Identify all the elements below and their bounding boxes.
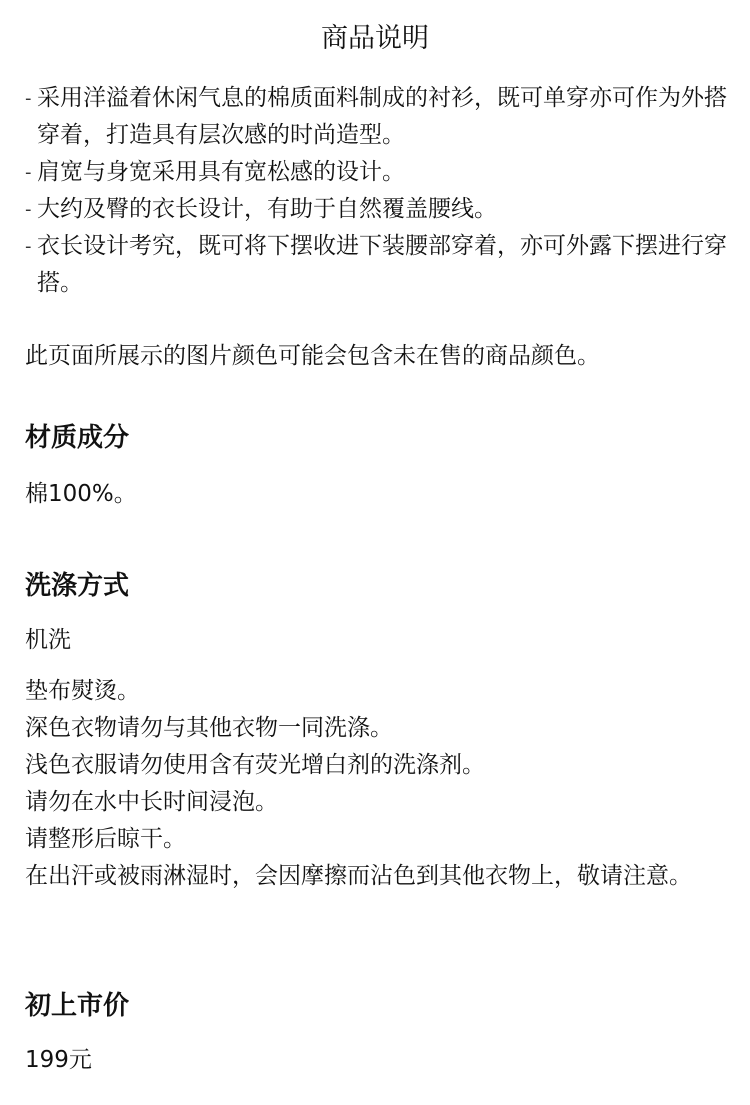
care-instruction: 请勿在水中长时间浸泡。 — [25, 789, 278, 815]
price-heading: 初上市价 — [25, 991, 130, 1021]
page-title: 商品说明 — [321, 23, 429, 54]
feature-list — [25, 80, 730, 302]
care-instruction: 深色衣物请勿与其他衣物一同洗涤。 — [25, 715, 393, 741]
feature-item: - 采用洋溢着休闲气息的棉质面料制成的衬衫，既可单穿亦可作为外搭穿着，打造具有层次感的时尚造型。 — [25, 80, 730, 154]
care-instruction: 在出汗或被雨淋湿时，会因摩擦而沾色到其他衣物上，敬请注意。 — [25, 863, 692, 889]
feature-item: - 大约及臀的衣长设计，有助于自然覆盖腰线。 — [25, 191, 730, 228]
feature-item: - 衣长设计考究，既可将下摆收进下装腰部穿着，亦可外露下摆进行穿搭。 — [25, 228, 730, 302]
care-instruction: 浅色衣服请勿使用含有荧光增白剂的洗涤剂。 — [25, 752, 485, 778]
care-instruction: 请整形后晾干。 — [25, 826, 186, 852]
washing-method: 机洗 — [25, 627, 71, 653]
color-notice: 此页面所展示的图片颜色可能会包含未在售的商品颜色。 — [25, 343, 600, 369]
care-instructions-list — [25, 673, 730, 895]
material-value: 棉100%。 — [25, 481, 137, 507]
material-heading: 材质成分 — [25, 423, 130, 453]
price-value: 199元 — [25, 1047, 92, 1073]
feature-item: - 肩宽与身宽采用具有宽松感的设计。 — [25, 154, 730, 191]
care-instruction: 垫布熨烫。 — [25, 678, 140, 704]
washing-heading: 洗涤方式 — [25, 571, 130, 601]
